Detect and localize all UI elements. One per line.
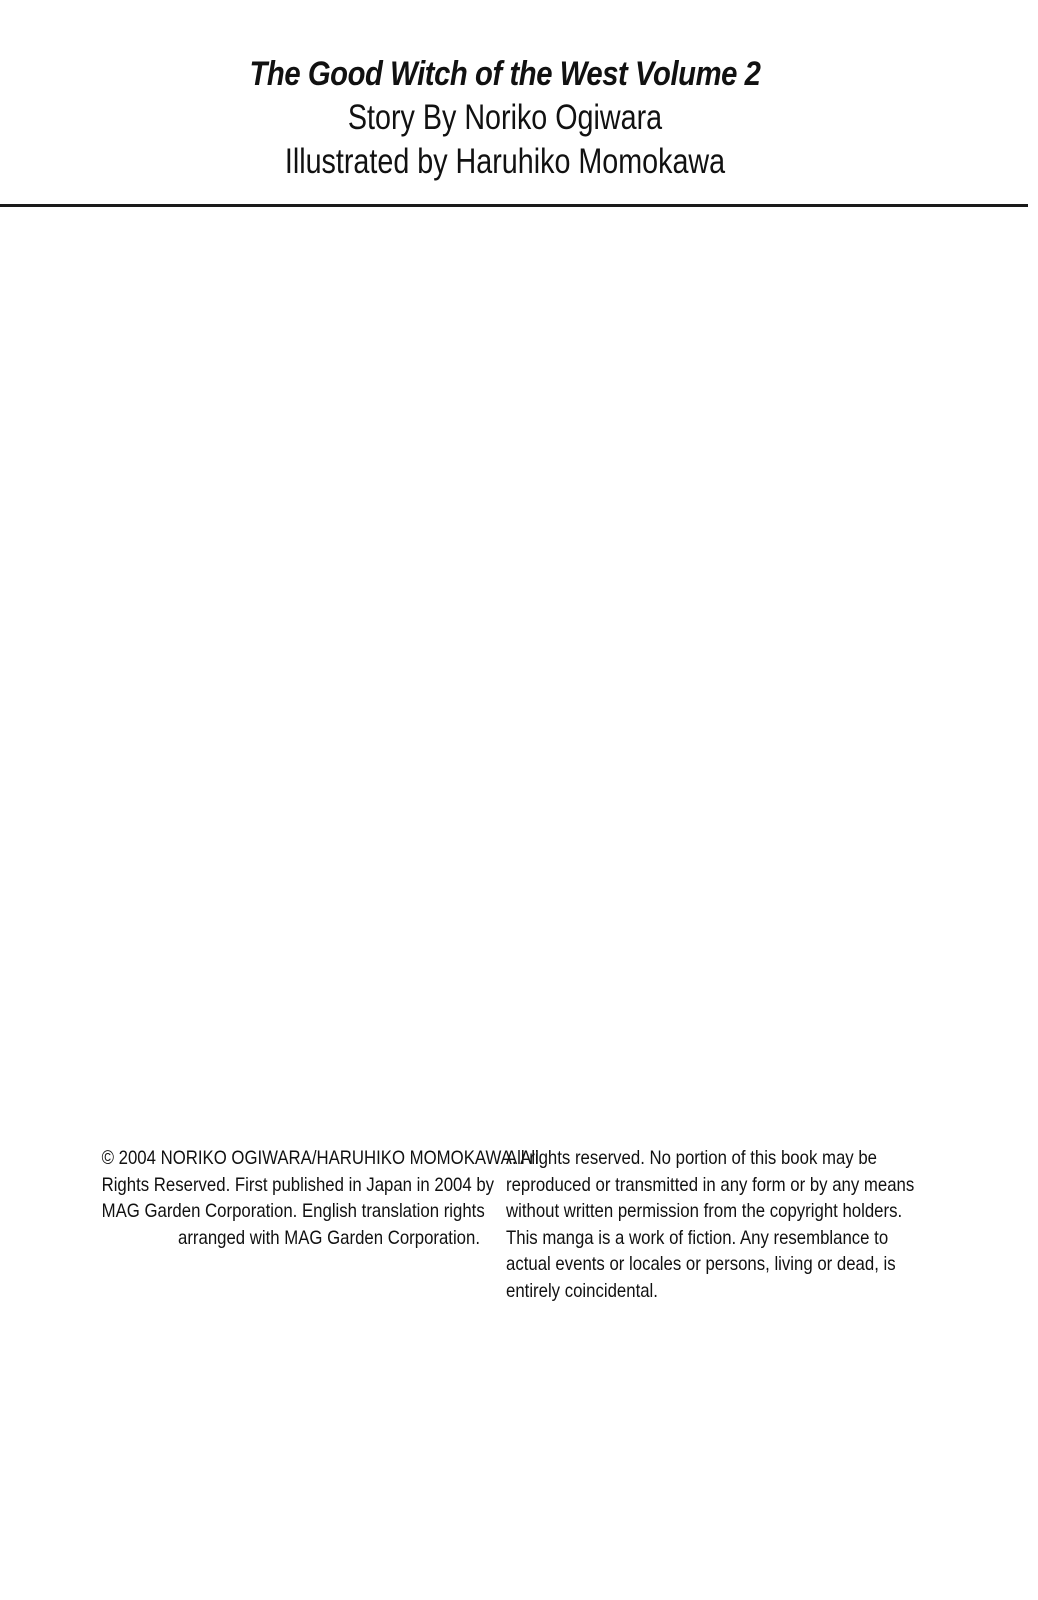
rights-disclaimer <box>506 1145 915 1304</box>
disclaimer-line: All rights reserved. No portion of this book may be <box>506 1147 877 1169</box>
disclaimer-line: without written permission from the copyright holders. <box>506 1200 903 1222</box>
disclaimer-line: entirely coincidental. <box>506 1279 658 1302</box>
copyright-line: Rights Reserved. First published in Japan in 2004 by <box>101 1173 495 1196</box>
copyright-line: MAG Garden Corporation. English translation rights <box>101 1200 485 1222</box>
disclaimer-line: This manga is a work of fiction. Any resemblance to <box>506 1226 889 1249</box>
illustration-credit: Illustrated by Haruhiko Momokawa <box>284 142 726 181</box>
story-credit: Story By Noriko Ogiwara <box>347 98 663 137</box>
title-block <box>0 52 1010 184</box>
copyright-line: arranged with MAG Garden Corporation. <box>177 1226 480 1249</box>
copyright-line: © 2004 NORIKO OGIWARA/HARUHIKO MOMOKAWA. All <box>101 1147 539 1169</box>
disclaimer-line: actual events or locales or persons, living or dead, is <box>506 1253 896 1275</box>
disclaimer-line: reproduced or transmitted in any form or by any means <box>506 1173 915 1196</box>
copyright-notice <box>101 1145 539 1251</box>
book-title: The Good Witch of the West Volume 2 <box>249 55 761 93</box>
horizontal-divider <box>0 204 1028 207</box>
